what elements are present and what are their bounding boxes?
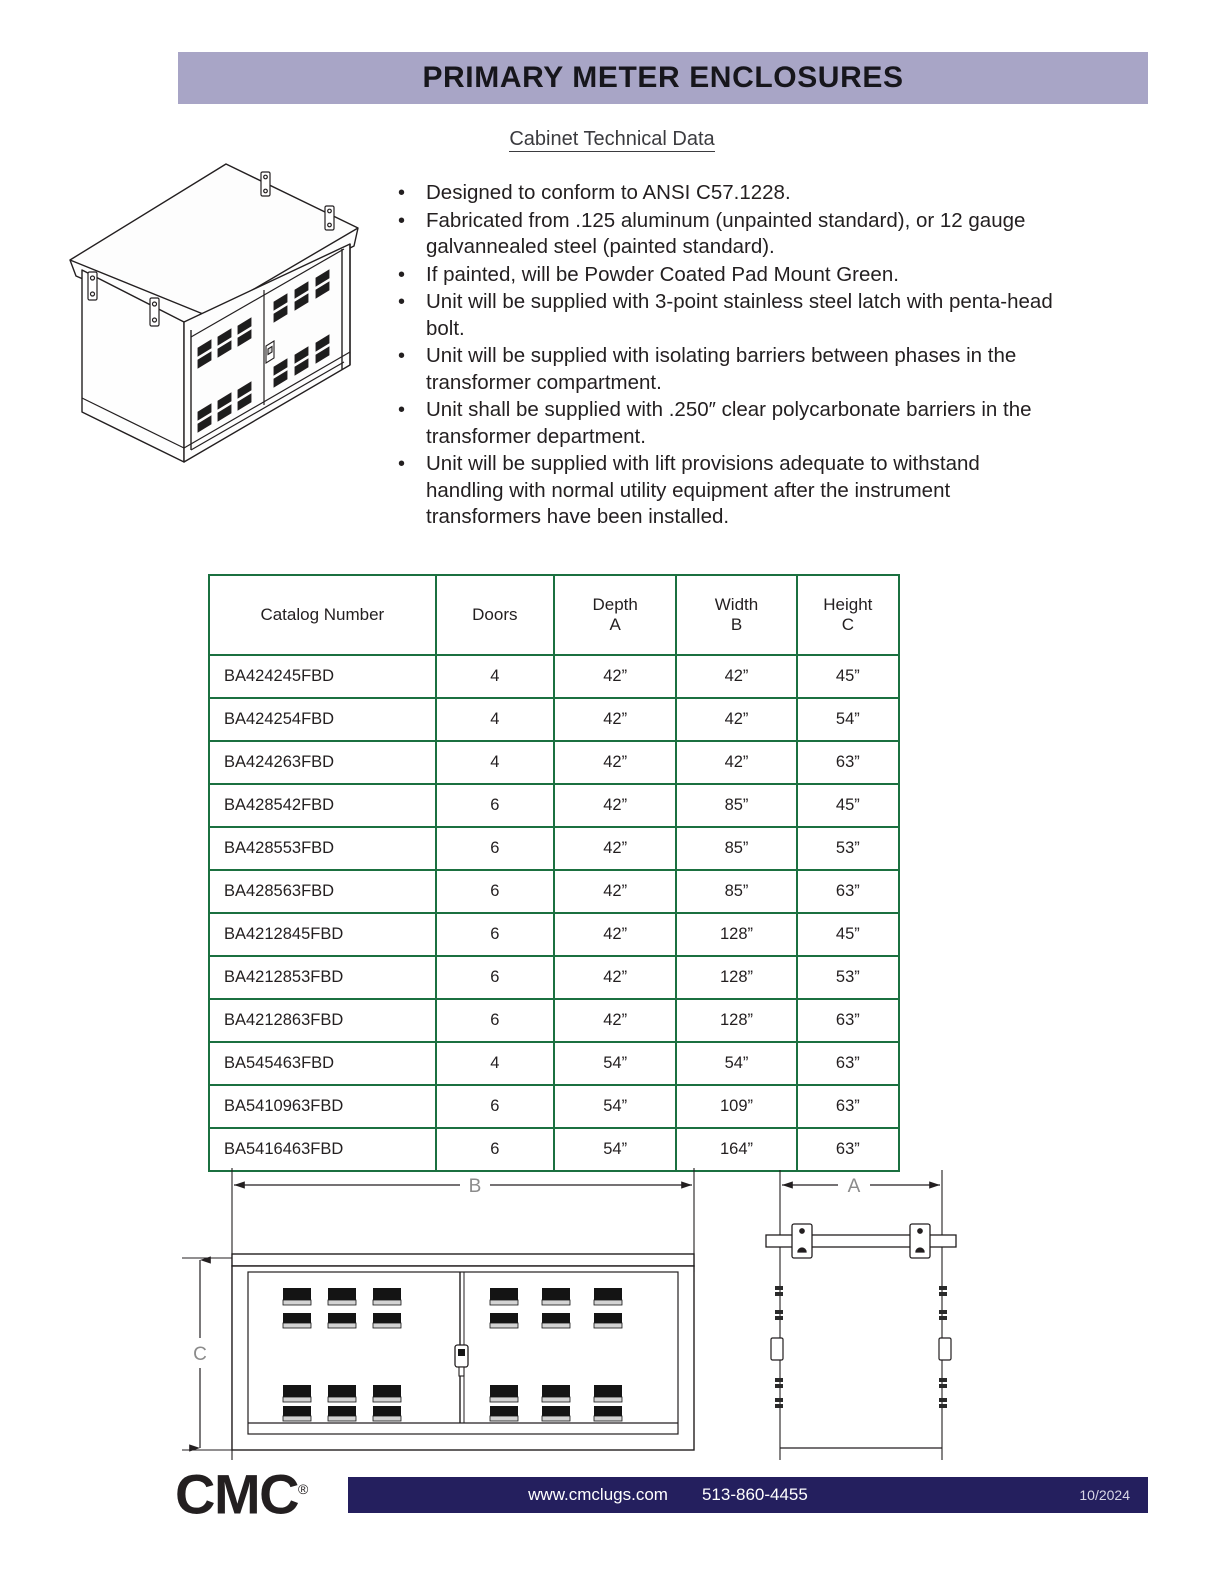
bullet-marker-icon: • bbox=[398, 399, 406, 421]
catalog-number-cell: BA4212845FBD bbox=[209, 913, 436, 956]
list-item bbox=[398, 451, 1058, 531]
list-item bbox=[398, 343, 1058, 396]
doors-cell: 6 bbox=[436, 1085, 554, 1128]
list-item bbox=[398, 397, 1058, 450]
catalog-spec-table bbox=[208, 574, 900, 1172]
width-cell: 42” bbox=[676, 698, 796, 741]
height-cell: 63” bbox=[797, 1128, 899, 1171]
width-cell: 128” bbox=[676, 913, 796, 956]
bullet-marker-icon: • bbox=[398, 291, 406, 313]
table-row bbox=[209, 698, 899, 741]
width-cell: 85” bbox=[676, 784, 796, 827]
bullet-marker-icon: • bbox=[398, 182, 406, 204]
depth-cell: 54” bbox=[554, 1128, 676, 1171]
depth-cell: 42” bbox=[554, 698, 676, 741]
depth-cell: 42” bbox=[554, 655, 676, 698]
footer-contact-group bbox=[348, 1477, 988, 1513]
column-header-catalog-number bbox=[209, 575, 436, 655]
depth-cell: 42” bbox=[554, 870, 676, 913]
depth-cell: 42” bbox=[554, 999, 676, 1042]
doors-cell: 4 bbox=[436, 741, 554, 784]
list-item-text: Designed to conform to ANSI C57.1228. bbox=[426, 181, 791, 204]
table-row bbox=[209, 1042, 899, 1085]
catalog-number-cell: BA5416463FBD bbox=[209, 1128, 436, 1171]
width-cell: 85” bbox=[676, 827, 796, 870]
table-row bbox=[209, 913, 899, 956]
table-row bbox=[209, 999, 899, 1042]
column-header-height bbox=[797, 575, 899, 655]
technical-bullet-list bbox=[398, 180, 1058, 532]
depth-cell: 42” bbox=[554, 956, 676, 999]
catalog-number-cell: BA4212853FBD bbox=[209, 956, 436, 999]
table-row bbox=[209, 741, 899, 784]
height-cell: 45” bbox=[797, 784, 899, 827]
list-item bbox=[398, 180, 1058, 207]
list-item bbox=[398, 289, 1058, 342]
list-item-text: Unit will be supplied with isolating barriers between phases in the transformer compartment. bbox=[426, 344, 1017, 394]
table-row bbox=[209, 655, 899, 698]
height-cell: 53” bbox=[797, 827, 899, 870]
table-row bbox=[209, 870, 899, 913]
depth-cell: 42” bbox=[554, 741, 676, 784]
doors-cell: 6 bbox=[436, 956, 554, 999]
doors-cell: 4 bbox=[436, 1042, 554, 1085]
depth-cell: 42” bbox=[554, 827, 676, 870]
height-cell: 45” bbox=[797, 913, 899, 956]
subtitle-text: Cabinet Technical Data bbox=[509, 128, 715, 150]
bullet-marker-icon: • bbox=[398, 453, 406, 475]
table-row bbox=[209, 1085, 899, 1128]
doors-cell: 6 bbox=[436, 870, 554, 913]
list-item bbox=[398, 262, 1058, 289]
doors-cell: 6 bbox=[436, 999, 554, 1042]
front-view-width-label: B bbox=[468, 1176, 482, 1197]
table-header-row bbox=[209, 575, 899, 655]
bullet-marker-icon: • bbox=[398, 263, 406, 286]
table-row bbox=[209, 956, 899, 999]
catalog-number-cell: BA4212863FBD bbox=[209, 999, 436, 1042]
doors-cell: 6 bbox=[436, 827, 554, 870]
catalog-number-cell: BA545463FBD bbox=[209, 1042, 436, 1085]
catalog-number-cell: BA424263FBD bbox=[209, 741, 436, 784]
front-view-height-label: C bbox=[193, 1344, 207, 1365]
width-cell: 42” bbox=[676, 741, 796, 784]
column-header-line: Depth bbox=[592, 595, 638, 614]
bullet-marker-icon: • bbox=[398, 209, 406, 232]
height-cell: 63” bbox=[797, 741, 899, 784]
list-item-text: Unit will be supplied with 3-point stainless steel latch with penta-head bolt. bbox=[426, 290, 1053, 340]
width-cell: 128” bbox=[676, 999, 796, 1042]
dimension-drawings bbox=[170, 1140, 1000, 1460]
doors-cell: 4 bbox=[436, 655, 554, 698]
list-item bbox=[398, 208, 1058, 261]
column-header-sub: B bbox=[730, 615, 743, 634]
top-view-depth-label: A bbox=[847, 1176, 861, 1197]
catalog-number-cell: BA428542FBD bbox=[209, 784, 436, 827]
depth-cell: 42” bbox=[554, 913, 676, 956]
page-title: PRIMARY METER ENCLOSURES bbox=[422, 61, 904, 94]
height-cell: 45” bbox=[797, 655, 899, 698]
list-item-text: Unit will be supplied with lift provisions adequate to withstand handling with normal utility equipment after the instrument transformers have been installed. bbox=[426, 452, 980, 528]
depth-cell: 42” bbox=[554, 784, 676, 827]
doors-cell: 6 bbox=[436, 913, 554, 956]
cmc-logo bbox=[175, 1461, 309, 1526]
catalog-number-cell: BA424245FBD bbox=[209, 655, 436, 698]
width-cell: 54” bbox=[676, 1042, 796, 1085]
footer-bar bbox=[348, 1477, 1148, 1513]
subtitle bbox=[0, 128, 1224, 151]
column-header-width bbox=[676, 575, 796, 655]
height-cell: 63” bbox=[797, 1085, 899, 1128]
height-cell: 54” bbox=[797, 698, 899, 741]
registered-trademark-icon: ® bbox=[298, 1481, 309, 1497]
list-item-text: Unit shall be supplied with .250″ clear polycarbonate barriers in the transformer department. bbox=[426, 398, 1032, 448]
doors-cell: 6 bbox=[436, 784, 554, 827]
table-row bbox=[209, 784, 899, 827]
isometric-enclosure-drawing bbox=[58, 150, 378, 500]
column-header-line: Height bbox=[823, 595, 873, 614]
column-header-line: Catalog Number bbox=[260, 605, 385, 624]
catalog-number-cell: BA428553FBD bbox=[209, 827, 436, 870]
width-cell: 85” bbox=[676, 870, 796, 913]
list-item-text: If painted, will be Powder Coated Pad Mount Green. bbox=[426, 262, 899, 286]
width-cell: 42” bbox=[676, 655, 796, 698]
depth-cell: 54” bbox=[554, 1042, 676, 1085]
doors-cell: 6 bbox=[436, 1128, 554, 1171]
page-header-bar bbox=[178, 52, 1148, 104]
width-cell: 109” bbox=[676, 1085, 796, 1128]
column-header-sub: A bbox=[609, 615, 621, 634]
column-header-sub: C bbox=[841, 615, 854, 634]
column-header-line: Width bbox=[714, 595, 759, 614]
table-row bbox=[209, 827, 899, 870]
doors-cell: 4 bbox=[436, 698, 554, 741]
width-cell: 164” bbox=[676, 1128, 796, 1171]
bullet-marker-icon: • bbox=[398, 345, 406, 367]
footer-revision-date: 10/2024 bbox=[1079, 1487, 1130, 1503]
column-header-line: Doors bbox=[472, 605, 518, 624]
column-header-depth bbox=[554, 575, 676, 655]
footer-website-link[interactable]: www.cmclugs.com bbox=[528, 1485, 668, 1504]
list-item-text: Fabricated from .125 aluminum (unpainted standard), or 12 gauge galvannealed steel (painted standard). bbox=[426, 208, 1026, 258]
catalog-number-cell: BA5410963FBD bbox=[209, 1085, 436, 1128]
column-header-doors bbox=[436, 575, 554, 655]
height-cell: 53” bbox=[797, 956, 899, 999]
cmc-logo-text: CMC bbox=[175, 1462, 299, 1526]
height-cell: 63” bbox=[797, 1042, 899, 1085]
width-cell: 128” bbox=[676, 956, 796, 999]
height-cell: 63” bbox=[797, 870, 899, 913]
depth-cell: 54” bbox=[554, 1085, 676, 1128]
catalog-number-cell: BA428563FBD bbox=[209, 870, 436, 913]
table-body bbox=[209, 655, 899, 1171]
catalog-number-cell: BA424254FBD bbox=[209, 698, 436, 741]
height-cell: 63” bbox=[797, 999, 899, 1042]
footer-phone-number[interactable]: 513-860-4455 bbox=[701, 1485, 808, 1504]
